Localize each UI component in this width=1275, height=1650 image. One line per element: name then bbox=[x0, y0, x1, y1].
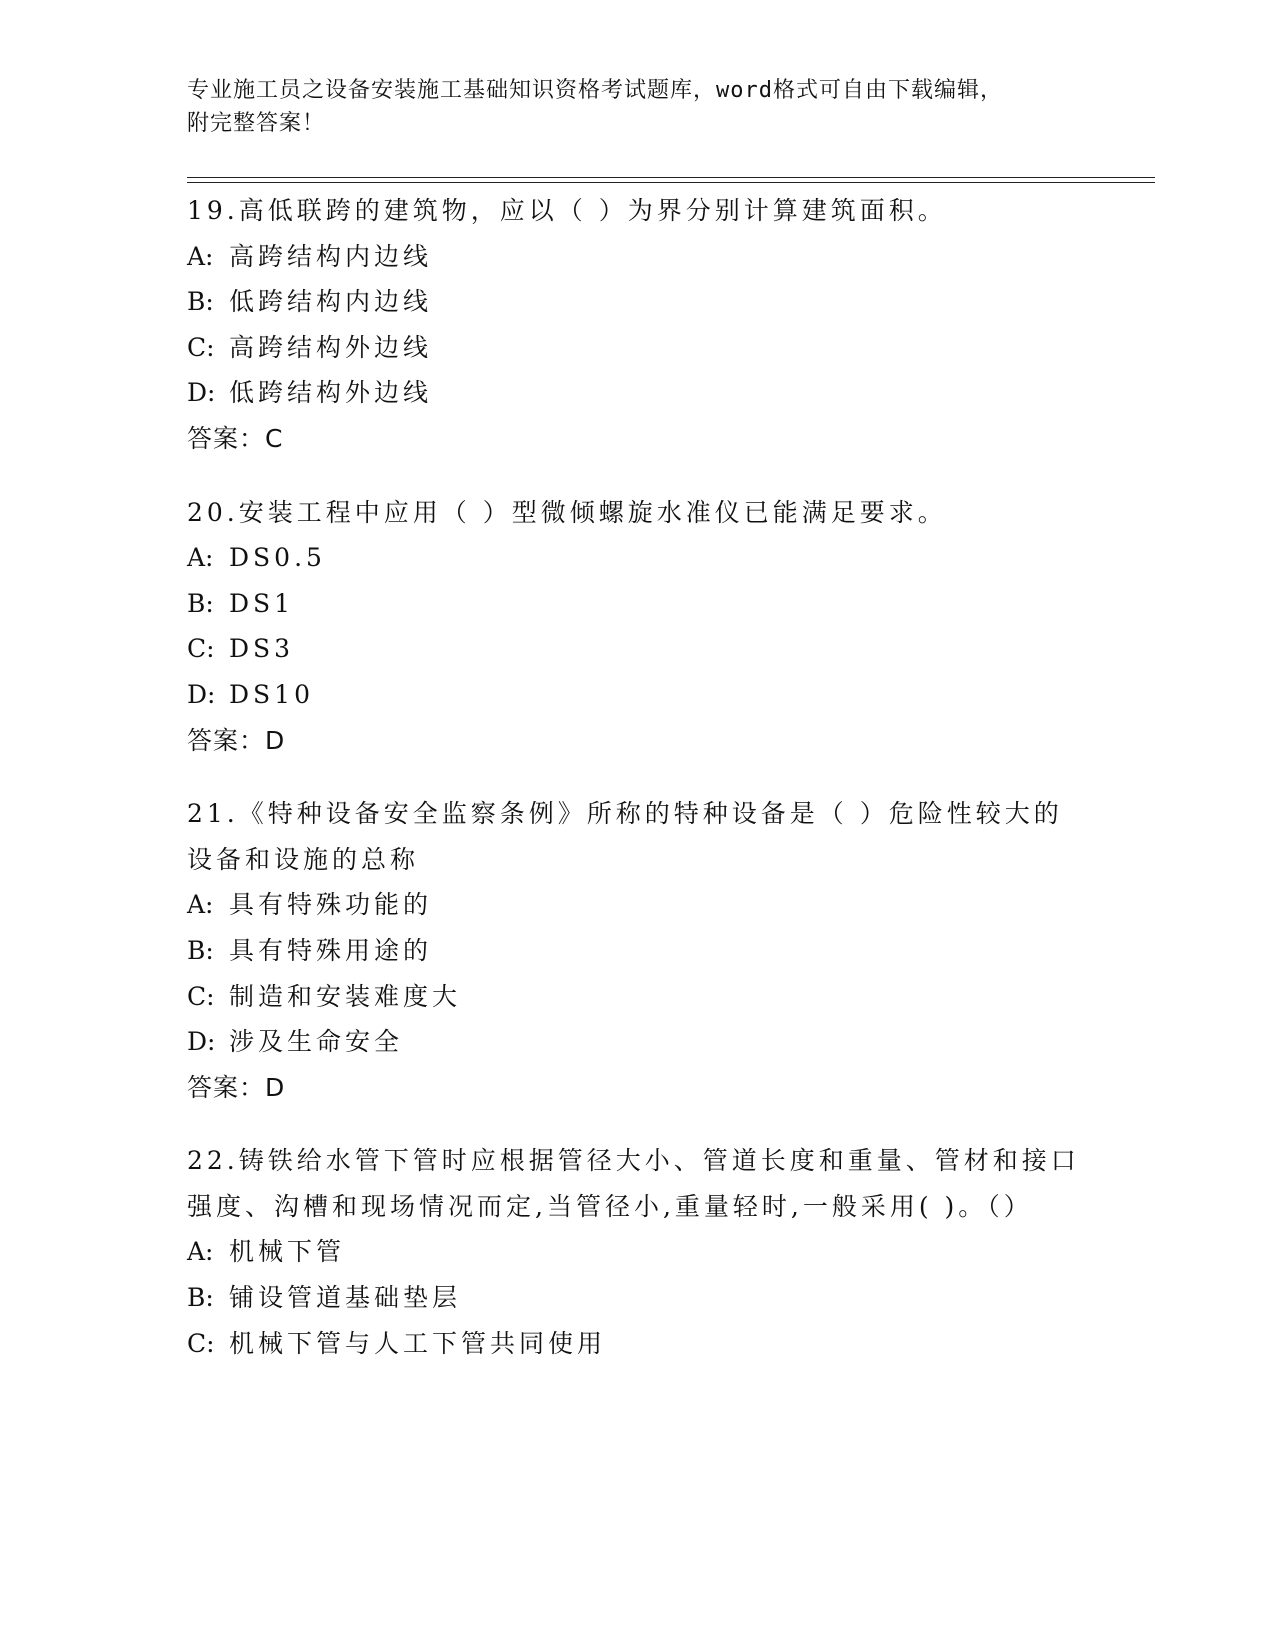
option-b bbox=[187, 928, 1087, 974]
question-list bbox=[187, 188, 1087, 1394]
option-text: 具有特殊用途的 bbox=[229, 935, 433, 965]
question-stem: 19.高低联跨的建筑物，应以（ ）为界分别计算建筑面积。 bbox=[187, 196, 947, 225]
answer-line: 答案：C bbox=[187, 423, 284, 453]
option-letter: B: bbox=[187, 588, 214, 618]
header-line-1: 专业施工员之设备安装施工基础知识资格考试题库，word格式可自由下载编辑， bbox=[187, 78, 1003, 103]
option-letter: D: bbox=[187, 1027, 216, 1057]
option-text: DS10 bbox=[229, 679, 314, 709]
option-c bbox=[187, 974, 1087, 1020]
option-letter: C: bbox=[187, 1328, 215, 1358]
option-letter: A: bbox=[187, 890, 214, 920]
option-text: 低跨结构内边线 bbox=[229, 287, 433, 317]
option-b bbox=[187, 581, 1087, 627]
option-d bbox=[187, 1019, 1087, 1065]
option-letter: B: bbox=[187, 287, 214, 317]
option-c bbox=[187, 1321, 1087, 1367]
option-letter: C: bbox=[187, 634, 215, 664]
option-text: 铺设管道基础垫层 bbox=[229, 1283, 462, 1313]
option-letter: D: bbox=[187, 378, 216, 408]
option-text: 具有特殊功能的 bbox=[229, 890, 433, 920]
option-letter: C: bbox=[187, 981, 215, 1011]
answer-line: 答案：D bbox=[187, 725, 286, 755]
document-header bbox=[187, 74, 1087, 140]
option-a bbox=[187, 882, 1087, 928]
header-line-2: 附完整答案！ bbox=[187, 111, 326, 136]
option-letter: C: bbox=[187, 332, 215, 362]
option-text: 低跨结构外边线 bbox=[229, 378, 433, 408]
option-letter: A: bbox=[187, 241, 214, 271]
option-d bbox=[187, 672, 1087, 718]
option-text: 高跨结构内边线 bbox=[229, 241, 433, 271]
option-text: 机械下管 bbox=[229, 1237, 346, 1267]
question-21 bbox=[187, 791, 1087, 1110]
option-text: 机械下管与人工下管共同使用 bbox=[229, 1328, 607, 1358]
option-a bbox=[187, 234, 1087, 280]
question-19 bbox=[187, 188, 1087, 462]
option-d bbox=[187, 370, 1087, 416]
answer-line: 答案：D bbox=[187, 1072, 286, 1102]
option-c bbox=[187, 626, 1087, 672]
option-b bbox=[187, 279, 1087, 325]
option-text: DS1 bbox=[229, 588, 295, 618]
option-letter: B: bbox=[187, 1283, 214, 1313]
option-text: DS0.5 bbox=[229, 543, 326, 573]
option-text: DS3 bbox=[229, 634, 295, 664]
header-divider-bottom bbox=[187, 182, 1155, 183]
option-text: 制造和安装难度大 bbox=[229, 981, 462, 1011]
option-letter: A: bbox=[187, 543, 214, 573]
option-c bbox=[187, 325, 1087, 371]
question-stem: 20.安装工程中应用（ ）型微倾螺旋水准仪已能满足要求。 bbox=[187, 497, 947, 527]
option-a bbox=[187, 1229, 1087, 1275]
question-stem: 22.铸铁给水管下管时应根据管径大小、管道长度和重量、管材和接口强度、沟槽和现场情况而定,当管径小,重量轻时,一般采用( )。（） bbox=[187, 1146, 1080, 1221]
option-text: 高跨结构外边线 bbox=[229, 332, 433, 362]
header-divider-top bbox=[187, 177, 1155, 178]
option-a bbox=[187, 535, 1087, 581]
question-22 bbox=[187, 1138, 1087, 1366]
option-letter: D: bbox=[187, 679, 216, 709]
option-text: 涉及生命安全 bbox=[229, 1027, 404, 1057]
question-20 bbox=[187, 490, 1087, 764]
option-letter: B: bbox=[187, 935, 214, 965]
option-letter: A: bbox=[187, 1237, 214, 1267]
question-stem: 21.《特种设备安全监察条例》所称的特种设备是（ ）危险性较大的设备和设施的总称 bbox=[187, 799, 1063, 874]
option-b bbox=[187, 1275, 1087, 1321]
